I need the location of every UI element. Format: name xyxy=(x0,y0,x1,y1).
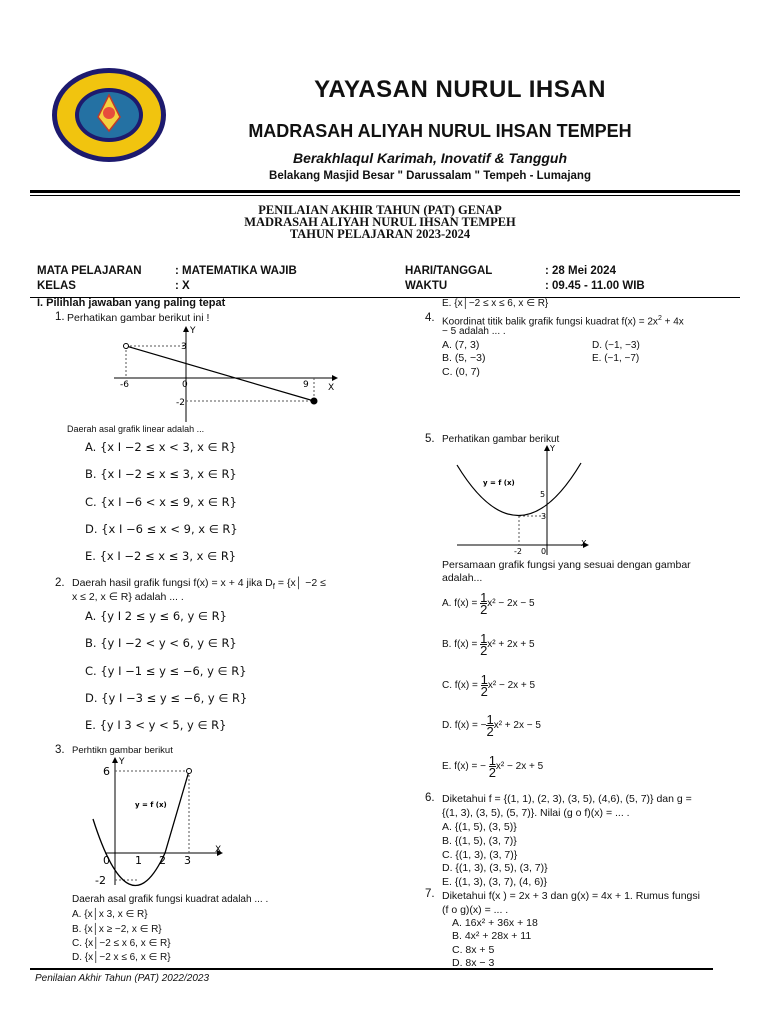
q5-graph-tick-m2: -2 xyxy=(514,547,522,556)
q2-number: 2. xyxy=(55,577,65,589)
q4-text-part2: + 4x xyxy=(661,316,684,328)
subject-label: MATA PELAJARAN xyxy=(37,265,142,277)
q5-graph-function-label: y = f (x) xyxy=(483,479,515,487)
school-address: Belakang Masjid Besar " Darussalam " Tempeh - Lumajang xyxy=(269,170,591,182)
exam-title-line3: TAHUN PELAJARAN 2023-2024 xyxy=(289,227,471,241)
time-value: : 09.45 - 11.00 WIB xyxy=(545,280,645,292)
q5-option-tail: x² + 2x + 5 xyxy=(487,639,535,651)
q3-text: Perhtikn gambar berikut xyxy=(72,745,173,756)
q3-number: 3. xyxy=(55,744,65,756)
q5-caption-line2: adalah... xyxy=(442,572,483,584)
date-label: HARI/TANGGAL xyxy=(405,265,493,277)
q1-option-a[interactable]: A. {x I −2 ≤ x < 3, x ∈ R} xyxy=(85,440,237,454)
q5-graph-xlabel: X xyxy=(581,539,587,548)
q4-option-e[interactable]: E. (−1, −7) xyxy=(592,353,640,364)
q5-option-fraction xyxy=(486,714,493,737)
q3-graph-tick-2: 2 xyxy=(159,854,166,867)
q6-text-line2: {(1, 3), (3, 5), (5, 7)}. Nilai (g o f)(x) = ... . xyxy=(442,807,630,819)
q1-text: Perhatikan gambar berikut ini ! xyxy=(67,312,210,324)
class-label: KELAS xyxy=(37,280,76,292)
q5-option-a[interactable] xyxy=(442,592,535,615)
fraction-denominator: 2 xyxy=(480,602,488,617)
q5-number: 5. xyxy=(425,433,435,445)
footer-text: Penilaian Akhir Tahun (PAT) 2022/2023 xyxy=(35,973,209,984)
header-rule-thin xyxy=(30,195,740,196)
q3-option-a[interactable]: A. {x│x 3, x ∈ R} xyxy=(72,909,148,920)
q1-option-d[interactable]: D. {x I −6 ≤ x < 9, x ∈ R} xyxy=(85,522,238,536)
q3-option-b[interactable]: B. {x│x ≥ −2, x ∈ R} xyxy=(72,924,162,935)
school-name: MADRASAH ALIYAH NURUL IHSAN TEMPEH xyxy=(248,121,632,141)
q6-text-line1: Diketahui f = {(1, 1), (2, 3), (3, 5), (4,6), (5, 7)} dan g = xyxy=(442,793,692,805)
q5-option-tail: x² − 2x − 5 xyxy=(487,598,535,610)
q7-text-line1: Diketahui f(x ) = 2x + 3 dan g(x) = 4x + 1. Rumus fungsi xyxy=(442,890,700,902)
fraction-denominator: 2 xyxy=(480,684,488,699)
q5-graph-tick-3: 3 xyxy=(541,512,547,521)
q3-graph-tick-0: 0 xyxy=(103,854,110,867)
q3-option-c[interactable]: C. {x│−2 ≤ x 6, x ∈ R} xyxy=(72,938,171,949)
school-motto: Berakhlaqul Karimah, Inovatif & Tangguh xyxy=(292,150,568,166)
subject-value: : MATEMATIKA WAJIB xyxy=(175,265,297,277)
q1-graph-tick-3: 3 xyxy=(181,342,187,352)
q5-option-fraction xyxy=(481,674,488,697)
q3-graph-tick-3: 3 xyxy=(184,854,191,867)
q5-option-sign: − xyxy=(480,720,487,732)
q2-option-c[interactable]: C. {y I −1 ≤ y ≤ −6, y ∈ R} xyxy=(85,664,247,678)
q3-option-d[interactable]: D. {x│−2 x ≤ 6, x ∈ R} xyxy=(72,952,171,963)
header-rule-thick xyxy=(30,190,740,193)
q4-option-b[interactable]: B. (5, −3) xyxy=(442,352,486,364)
q5-option-prefix: C. f(x) = xyxy=(442,680,481,692)
q3-graph-tick-6: 6 xyxy=(103,765,110,778)
q2-text-line2: x ≤ 2, x ∈ R} adalah ... . xyxy=(72,591,184,603)
q5-option-prefix: B. f(x) = xyxy=(442,639,481,651)
q6-option-d[interactable]: D. {(1, 3), (3, 5), (3, 7)} xyxy=(442,862,548,874)
q1-graph-tick-0: 0 xyxy=(182,380,188,390)
q4-number: 4. xyxy=(425,312,435,324)
q1-graph-tick-m2: -2 xyxy=(176,398,185,408)
q2-text-sub: f xyxy=(272,582,275,592)
q5-graph-tick-5: 5 xyxy=(540,490,546,499)
q5-graph-ylabel: Y xyxy=(550,444,555,453)
foundation-title: YAYASAN NURUL IHSAN xyxy=(314,76,606,103)
fraction-numerator: 1 xyxy=(480,590,488,605)
q3-graph-ylabel: Y xyxy=(119,757,125,767)
q5-option-prefix: D. f(x) = xyxy=(442,720,481,732)
q2-option-e[interactable]: E. {y I 3 < y < 5, y ∈ R} xyxy=(85,718,227,732)
fraction-numerator: 1 xyxy=(488,753,496,768)
q4-text-line2: − 5 adalah ... . xyxy=(442,326,506,337)
fraction-denominator: 2 xyxy=(488,765,496,780)
section-instruction: I. Pilihlah jawaban yang paling tepat xyxy=(37,297,226,309)
q3-graph-tick-1: 1 xyxy=(135,854,142,867)
q1-option-c[interactable]: C. {x I −6 < x ≤ 9, x ∈ R} xyxy=(85,495,237,509)
exam-title-line1: PENILAIAN AKHIR TAHUN (PAT) GENAP xyxy=(258,203,502,217)
q5-option-sign: − xyxy=(480,761,489,773)
q2-text-part2: = {x│ −2 ≤ xyxy=(275,577,326,589)
date-value: : 28 Mei 2024 xyxy=(545,265,616,277)
q3-option-e[interactable]: E. {x│−2 ≤ x ≤ 6, x ∈ R} xyxy=(442,298,549,309)
q3-quadratic-graph xyxy=(85,757,235,887)
q1-graph-ylabel: Y xyxy=(190,326,196,336)
exam-title-line2: MADRASAH ALIYAH NURUL IHSAN TEMPEH xyxy=(244,215,516,229)
q4-option-c[interactable]: C. (0, 7) xyxy=(442,366,480,378)
q7-option-a[interactable]: A. 16x² + 36x + 18 xyxy=(452,917,538,929)
q1-number: 1. xyxy=(55,311,65,323)
q5-option-c[interactable] xyxy=(442,674,535,697)
q2-option-b[interactable]: B. {y I −2 < y < 6, y ∈ R} xyxy=(85,636,237,650)
q5-option-tail: x² − 2x + 5 xyxy=(495,761,544,773)
q5-caption-line1: Persamaan grafik fungsi yang sesuai dengan gambar xyxy=(442,559,691,571)
q6-option-e[interactable]: E. {(1, 3), (3, 7), (4, 6)} xyxy=(442,876,548,888)
q3-graph-xlabel: X xyxy=(215,845,222,855)
q1-linear-graph xyxy=(110,322,350,424)
q1-graph-xlabel: X xyxy=(328,383,335,393)
school-logo xyxy=(50,65,168,165)
q4-option-d[interactable]: D. (−1, −3) xyxy=(592,340,640,351)
q7-option-c[interactable]: C. 8x + 5 xyxy=(452,944,495,956)
q4-option-a[interactable]: A. (7, 3) xyxy=(442,339,480,351)
q5-parabola-graph xyxy=(455,443,595,558)
q5-graph-tick-0: 0 xyxy=(541,547,547,556)
q3-caption: Daerah asal grafik fungsi kuadrat adalah ... . xyxy=(72,894,269,905)
q3-graph-tick-m2: -2 xyxy=(95,874,106,887)
q7-text-line2: (f o g)(x) = ... . xyxy=(442,904,509,916)
fraction-numerator: 1 xyxy=(486,712,494,727)
q5-option-tail: x² − 2x + 5 xyxy=(487,680,536,692)
q3-graph-function-label: y = f (x) xyxy=(135,801,167,809)
exam-title xyxy=(150,204,610,240)
q5-option-prefix: A. f(x) = xyxy=(442,598,481,610)
q5-option-fraction xyxy=(489,755,496,778)
footer-rule xyxy=(30,968,713,970)
q5-option-tail: x² + 2x − 5 xyxy=(493,720,541,732)
q7-number: 7. xyxy=(425,888,435,900)
q1-graph-tick-9: 9 xyxy=(303,380,309,390)
q5-option-d[interactable] xyxy=(442,714,541,737)
q2-text-part1: Daerah hasil grafik fungsi f(x) = x + 4 jika D xyxy=(72,577,273,589)
q4-text-part1: Koordinat titik balik grafik fungsi kuadrat f(x) = 2x xyxy=(442,316,658,328)
class-value: : X xyxy=(175,280,190,292)
q6-number: 6. xyxy=(425,792,435,804)
fraction-denominator: 2 xyxy=(486,724,494,739)
q7-option-d[interactable]: D. 8x − 3 xyxy=(452,957,495,969)
fraction-denominator: 2 xyxy=(480,643,488,658)
q2-option-a[interactable]: A. {y I 2 ≤ y ≤ 6, y ∈ R} xyxy=(85,609,227,623)
q5-option-prefix: E. f(x) = xyxy=(442,761,481,773)
q1-caption: Daerah asal grafik linear adalah ... xyxy=(67,424,205,434)
q1-option-e[interactable]: E. {x I −2 ≤ x ≤ 3, x ∈ R} xyxy=(85,549,237,563)
q6-option-a[interactable]: A. {(1, 5), (3, 5)} xyxy=(442,821,517,833)
q2-option-d[interactable]: D. {y I −3 ≤ y ≤ −6, y ∈ R} xyxy=(85,691,248,705)
time-label: WAKTU xyxy=(405,280,448,292)
q1-graph-tick-m6: -6 xyxy=(120,380,129,390)
q6-option-c[interactable]: C. {(1, 3), (3, 7)} xyxy=(442,849,518,861)
q5-option-b[interactable] xyxy=(442,633,535,656)
q6-option-b[interactable]: B. {(1, 5), (3, 7)} xyxy=(442,835,517,847)
fraction-numerator: 1 xyxy=(480,631,488,646)
fraction-numerator: 1 xyxy=(480,672,488,687)
q5-option-e[interactable] xyxy=(442,755,543,778)
q5-text: Perhatikan gambar berikut xyxy=(442,434,560,445)
q7-option-b[interactable]: B. 4x² + 28x + 11 xyxy=(452,930,532,942)
q4-text-sup: 2 xyxy=(657,315,662,322)
q1-option-b[interactable]: B. {x I −2 ≤ x ≤ 3, x ∈ R} xyxy=(85,467,237,481)
